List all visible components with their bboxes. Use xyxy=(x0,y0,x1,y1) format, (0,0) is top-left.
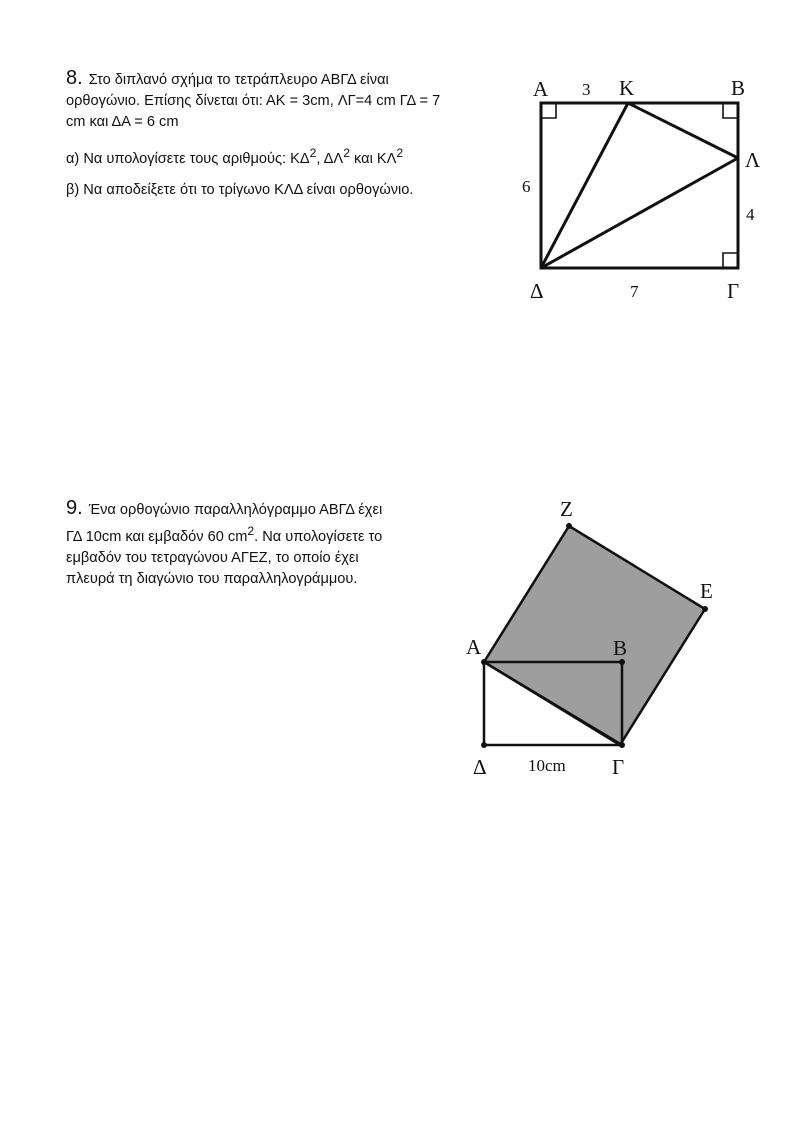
label-l: Λ xyxy=(745,148,761,172)
part-a-mid2: και ΚΛ xyxy=(349,150,397,167)
problem-9-line1: Ένα ορθογώνιο παραλληλόγραμμο ΑΒΓΔ έχει xyxy=(88,502,383,518)
problem-9-number: 9. xyxy=(66,497,83,519)
length-da: 6 xyxy=(522,177,531,196)
superscript: 2 xyxy=(396,146,404,160)
label-k: Κ xyxy=(619,76,635,100)
length-ak: 3 xyxy=(582,80,591,99)
label-g: Γ xyxy=(727,279,740,303)
part-a-mid1: , ΔΛ xyxy=(316,150,344,167)
problem-8-number: 8. xyxy=(66,67,83,89)
label-a: Α xyxy=(533,77,549,101)
point-a xyxy=(481,659,487,665)
problem-9-line4: πλευρά τη διαγώνιο του παραλληλογράμμου. xyxy=(66,570,358,587)
point-z xyxy=(566,523,572,529)
square-agez xyxy=(484,526,705,745)
superscript: 2 xyxy=(343,146,350,160)
length-gd-9: 10cm xyxy=(528,756,566,775)
point-g xyxy=(619,742,625,748)
problem-8-line1: Στο διπλανό σχήμα το τετράπλευρο ΑΒΓΔ είναι xyxy=(88,72,389,88)
length-lg: 4 xyxy=(746,205,755,224)
point-d xyxy=(481,742,487,748)
label-e: Ε xyxy=(700,579,713,603)
length-gd: 7 xyxy=(630,282,639,301)
problem-9-line2b: . Να υπολογίσετε το xyxy=(254,528,383,545)
point-e xyxy=(702,606,708,612)
label-d-9: Δ xyxy=(473,755,487,779)
problem-9-line3: εμβαδόν του τετραγώνου ΑΓΕΖ, το οποίο έχει xyxy=(66,549,359,566)
problem-9-line2a: ΓΔ 10cm και εμβαδόν 60 cm xyxy=(66,528,248,545)
label-d: Δ xyxy=(530,279,544,303)
label-a-9: Α xyxy=(466,635,482,659)
problem-8-line3: cm και ΔΑ = 6 cm xyxy=(66,114,179,130)
label-g-9: Γ xyxy=(612,755,625,779)
superscript: 2 xyxy=(247,524,255,538)
label-b: Β xyxy=(731,76,746,100)
superscript: 2 xyxy=(309,146,317,160)
problem-8-part-b: β) Να αποδείξετε ότι το τρίγωνο ΚΛΔ είναι ορθογώνιο. xyxy=(66,181,414,198)
part-a-prefix: α) Να υπολογίσετε τους αριθμούς: ΚΔ xyxy=(66,150,310,167)
problem-8-line2: ορθογώνιο. Επίσης δίνεται ότι: ΑΚ = 3cm, ΛΓ=4 cm ΓΔ = 7 xyxy=(66,93,441,109)
label-b-9: Β xyxy=(613,636,628,660)
label-z: Ζ xyxy=(560,497,573,521)
